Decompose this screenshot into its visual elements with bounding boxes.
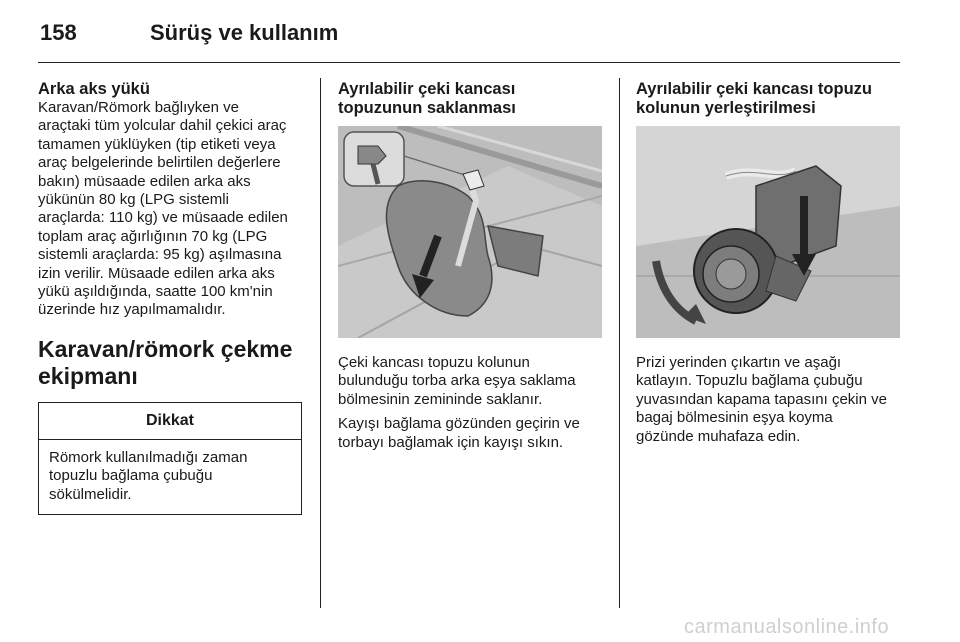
installation-paragraph: Prizi yerinden çıkartın ve aşağı katlayın. Topuzlu bağlama çubuğu yuvasından kapama tapasını çekin ve bagaj bölmesinin eşya koyma gözünde muhafaza edin.: [636, 354, 887, 445]
rear-axle-paragraph: [38, 99, 304, 320]
page-number: 158: [40, 20, 77, 45]
text-line: araçtaki tüm yolcular dahil çekici araç: [38, 117, 287, 135]
storage-paragraph-1: Çeki kancası topuzu kolunun bulunduğu torba arka eşya saklama bölmesinin zemininde saklanır.: [338, 354, 576, 408]
heading-rear-axle-load: Arka aks yükü: [38, 80, 150, 98]
illustration-socket: [636, 126, 900, 338]
text-line: Karavan/Römork bağlıyken ve: [38, 99, 239, 116]
caution-title: Dikkat: [39, 403, 301, 440]
text-line: yükü aşıldığında, saatte 100 km'nin: [38, 283, 273, 301]
text-line: yükünün 80 kg (LPG sistemli: [38, 191, 229, 209]
heading-storage: Ayrılabilir çeki kancası topuzunun saklanması: [338, 80, 516, 117]
text-line: bakın) müsaade edilen arka aks: [38, 172, 251, 190]
chapter-title: Sürüş ve kullanım: [150, 20, 339, 45]
socket-drawing: [636, 126, 900, 338]
text-line: sistemli araçlarda: 95 kg) aşılmasına: [38, 246, 282, 264]
storage-paragraph-2: Kayışı bağlama gözünden geçirin ve torbayı bağlamak için kayışı sıkın.: [338, 415, 580, 451]
column-storage: [338, 80, 602, 452]
illustration-storage-bag: [338, 126, 602, 338]
column-divider-1: [320, 78, 321, 608]
text-line: toplam araç ağırlığının 70 kg (LPG: [38, 227, 268, 245]
text-line: araç belgelerinde belirtilen değerlere: [38, 154, 281, 172]
column-rear-axle-load: [38, 80, 304, 515]
caution-body: Römork kullanılmadığı zaman topuzlu bağlama çubuğu sökülmelidir.: [49, 448, 248, 503]
heading-installation: Ayrılabilir çeki kancası topuzu kolunun yerleştirilmesi: [636, 80, 872, 117]
column-divider-2: [619, 78, 620, 608]
text-line: tamamen yüklüyken (tip etiketi veya: [38, 135, 276, 153]
text-line: izin verilir. Müsaade edilen arka aks: [38, 264, 275, 282]
section-title-towing-equipment: Karavan/römork çekme ekipmanı: [38, 335, 293, 389]
text-line: üzerinde hız yapılmamalıdır.: [38, 301, 226, 319]
page-header: [38, 18, 900, 63]
storage-bag-drawing: [338, 126, 602, 338]
text-line: araçlarda: 110 kg) ve müsaade edilen: [38, 209, 288, 227]
watermark-text: carmanualsonline.info: [684, 616, 890, 638]
caution-notice-box: [38, 402, 302, 515]
column-installation: [636, 80, 902, 446]
